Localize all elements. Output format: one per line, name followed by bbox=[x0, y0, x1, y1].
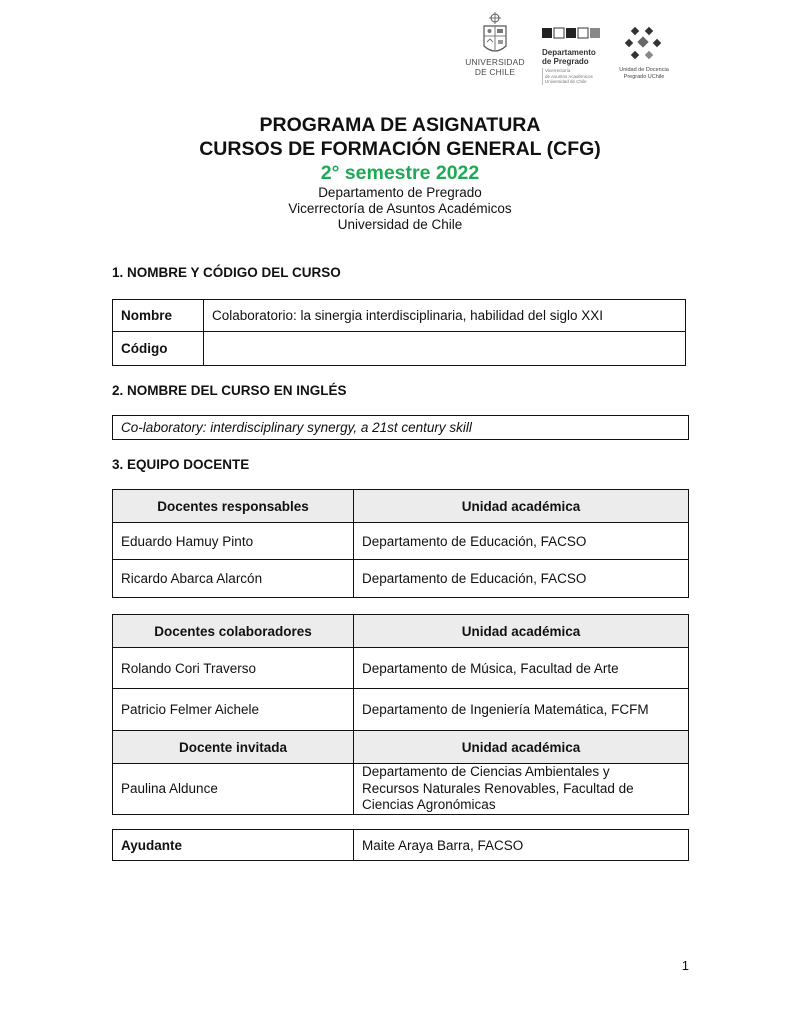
logo-dept-sub bbox=[542, 68, 617, 85]
column-header: Docente invitada bbox=[113, 731, 354, 764]
teacher-unit: Departamento de Educación, FACSO bbox=[354, 523, 689, 560]
ayudante-value: Maite Araya Barra, FACSO bbox=[354, 830, 689, 861]
table-header-row bbox=[113, 615, 689, 648]
subtitle-line1: Departamento de Pregrado bbox=[318, 185, 482, 200]
logo-dept-line1: Departamento bbox=[542, 48, 596, 57]
logo-uchile-line1: UNIVERSIDAD bbox=[465, 57, 525, 67]
teacher-unit bbox=[354, 764, 689, 815]
departamento-pregrado-logo bbox=[542, 26, 617, 85]
table-row bbox=[113, 764, 689, 815]
column-header: Unidad académica bbox=[354, 731, 689, 764]
document-title-line1: PROGRAMA DE ASIGNATURA bbox=[259, 114, 541, 136]
code-value bbox=[204, 332, 686, 366]
document-title-line2: CURSOS DE FORMACIÓN GENERAL (CFG) bbox=[199, 138, 601, 160]
code-label: Código bbox=[113, 332, 204, 366]
teacher-name: Rolando Cori Traverso bbox=[113, 648, 354, 689]
logo-dept-sub2: de Asuntos Académicos bbox=[545, 73, 593, 79]
section-heading-equipo-docente: 3. EQUIPO DOCENTE bbox=[112, 457, 250, 472]
logo-udoc-line1: Unidad de Docencia bbox=[619, 67, 669, 73]
subtitle-line3: Universidad de Chile bbox=[337, 217, 463, 232]
responsables-table bbox=[112, 489, 689, 598]
teacher-name: Ricardo Abarca Alarcón bbox=[113, 560, 354, 598]
table-header-row bbox=[113, 490, 689, 523]
ayudante-table bbox=[112, 829, 689, 861]
table-row bbox=[113, 648, 689, 689]
column-header: Unidad académica bbox=[354, 490, 689, 523]
logo-dept-sub1: Vicerrectoría bbox=[545, 68, 571, 73]
logo-dept-line2: de Pregrado bbox=[542, 57, 589, 66]
teacher-unit: Departamento de Educación, FACSO bbox=[354, 560, 689, 598]
table-row bbox=[113, 332, 686, 366]
unit-line: Recursos Naturales Renovables, Facultad de bbox=[362, 780, 634, 796]
logo-dept-sub3: Universidad de Chile bbox=[545, 79, 587, 84]
name-label: Nombre bbox=[113, 300, 204, 332]
section-heading-nombre-codigo: 1. NOMBRE Y CÓDIGO DEL CURSO bbox=[112, 265, 341, 280]
subtitle-line2: Vicerrectoría de Asuntos Académicos bbox=[288, 201, 512, 216]
table-row bbox=[113, 560, 689, 598]
unidad-docencia-logo bbox=[616, 26, 672, 80]
table-header-row bbox=[113, 731, 689, 764]
unidad-docencia-icon bbox=[624, 26, 664, 62]
pregrado-squares-icon bbox=[542, 27, 602, 39]
colaboradores-table bbox=[112, 614, 689, 815]
universidad-de-chile-logo bbox=[455, 12, 535, 77]
university-seal-icon bbox=[478, 12, 512, 58]
course-name-table bbox=[112, 299, 686, 366]
column-header: Docentes responsables bbox=[113, 490, 354, 523]
semester-title: 2° semestre 2022 bbox=[320, 162, 480, 184]
ayudante-label: Ayudante bbox=[113, 830, 354, 861]
table-row bbox=[113, 300, 686, 332]
logo-udoc-line2: Pregrado UChile bbox=[623, 73, 665, 80]
logo-uchile-line2: DE CHILE bbox=[474, 66, 516, 77]
english-name-value: Co-laboratory: interdisciplinary synergy, a 21st century skill bbox=[113, 416, 689, 440]
header-logos bbox=[455, 12, 695, 87]
table-row bbox=[113, 830, 689, 861]
teacher-unit: Departamento de Ingeniería Matemática, FCFM bbox=[354, 689, 689, 731]
teacher-name: Patricio Felmer Aichele bbox=[113, 689, 354, 731]
teacher-unit: Departamento de Música, Facultad de Arte bbox=[354, 648, 689, 689]
unit-line: Ciencias Agronómicas bbox=[362, 797, 496, 812]
column-header: Docentes colaboradores bbox=[113, 615, 354, 648]
english-name-table bbox=[112, 415, 689, 440]
table-row bbox=[113, 689, 689, 731]
teacher-name: Eduardo Hamuy Pinto bbox=[113, 523, 354, 560]
section-heading-nombre-ingles: 2. NOMBRE DEL CURSO EN INGLÉS bbox=[112, 383, 347, 398]
column-header: Unidad académica bbox=[354, 615, 689, 648]
name-value: Colaboratorio: la sinergia interdisciplinaria, habilidad del siglo XXI bbox=[204, 300, 686, 332]
unit-line: Departamento de Ciencias Ambientales y bbox=[362, 764, 610, 779]
table-row bbox=[113, 416, 689, 440]
teacher-name: Paulina Aldunce bbox=[113, 764, 354, 815]
page-number: 1 bbox=[681, 958, 689, 973]
table-row bbox=[113, 523, 689, 560]
